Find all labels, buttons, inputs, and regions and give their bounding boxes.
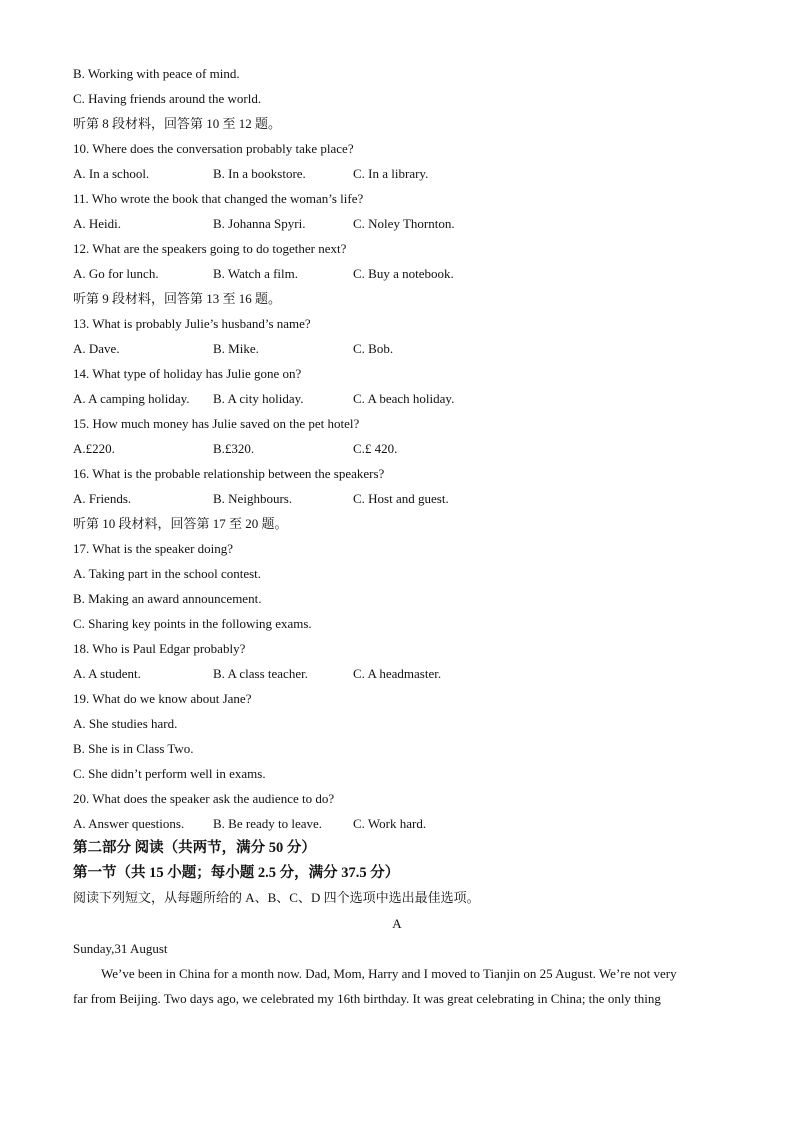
option-line: C. Having friends around the world. <box>73 91 262 106</box>
passage-text: far from Beijing. Two days ago, we celebrated my 16th birthday. It was great celebrating in China; the only thing <box>73 991 661 1006</box>
question-19: 19. What do we know about Jane? <box>73 691 252 706</box>
option-line: B. She is in Class Two. <box>73 741 194 756</box>
option-b: B. Mike. <box>213 341 259 356</box>
option-b: B. Be ready to leave. <box>213 816 323 831</box>
option-line: A. Taking part in the school contest. <box>73 566 262 581</box>
options-row-20 <box>73 816 426 832</box>
option-a: A.£220. <box>73 441 115 456</box>
options-row-14 <box>73 391 454 407</box>
option-c: C. Host and guest. <box>353 491 449 506</box>
reading-instruction: 阅读下列短文，从每题所给的 A、B、C、D 四个选项中选出最佳选项。 <box>73 890 480 905</box>
options-row-12 <box>73 266 454 282</box>
options-row-18 <box>73 666 441 682</box>
options-row-16 <box>73 491 449 507</box>
option-b: B. A city holiday. <box>213 391 304 406</box>
question-20: 20. What does the speaker ask the audience to do? <box>73 791 335 806</box>
question-14: 14. What type of holiday has Julie gone on? <box>73 366 302 381</box>
passage-label: A <box>392 916 402 931</box>
option-a: A. Friends. <box>73 491 132 506</box>
option-a: A. Dave. <box>73 341 120 356</box>
option-a: A. Go for lunch. <box>73 266 159 281</box>
option-a: A. A student. <box>73 666 141 681</box>
options-row-15 <box>73 441 397 457</box>
option-line: C. Sharing key points in the following exams. <box>73 616 312 631</box>
option-a: A. A camping holiday. <box>73 391 190 406</box>
option-c: C. Bob. <box>353 341 394 356</box>
passage-text: We’ve been in China for a month now. Dad, Mom, Harry and I moved to Tianjin on 25 August. We’re not very <box>101 966 677 981</box>
option-line: A. She studies hard. <box>73 716 178 731</box>
options-row-11 <box>73 216 455 232</box>
option-b: B. A class teacher. <box>213 666 308 681</box>
options-row-10 <box>73 166 428 182</box>
option-c: C. Work hard. <box>353 816 427 831</box>
option-b: B. Neighbours. <box>213 491 293 506</box>
option-b: B. Watch a film. <box>213 266 299 281</box>
option-line: B. Working with peace of mind. <box>73 66 240 81</box>
options-row-13 <box>73 341 393 357</box>
section-instruction: 听第 8 段材料，回答第 10 至 12 题。 <box>73 116 282 131</box>
option-b: B. Johanna Spyri. <box>213 216 306 231</box>
option-line: C. She didn’t perform well in exams. <box>73 766 266 781</box>
option-a: A. Answer questions. <box>73 816 185 831</box>
section-instruction: 听第 10 段材料，回答第 17 至 20 题。 <box>73 516 288 531</box>
option-c: C. A beach holiday. <box>353 391 455 406</box>
option-b: B.£320. <box>213 441 255 456</box>
option-c: C. Noley Thornton. <box>353 216 455 231</box>
question-16: 16. What is the probable relationship between the speakers? <box>73 466 385 481</box>
question-13: 13. What is probably Julie’s husband’s name? <box>73 316 311 331</box>
option-c: C. A headmaster. <box>353 666 442 681</box>
question-18: 18. Who is Paul Edgar probably? <box>73 641 246 656</box>
option-a: A. In a school. <box>73 166 150 181</box>
section-instruction: 听第 9 段材料，回答第 13 至 16 题。 <box>73 291 282 306</box>
question-17: 17. What is the speaker doing? <box>73 541 234 556</box>
question-10: 10. Where does the conversation probably take place? <box>73 141 354 156</box>
option-c: C.£ 420. <box>353 441 398 456</box>
option-line: B. Making an award announcement. <box>73 591 262 606</box>
question-12: 12. What are the speakers going to do together next? <box>73 241 347 256</box>
option-c: C. In a library. <box>353 166 429 181</box>
question-11: 11. Who wrote the book that changed the woman’s life? <box>73 191 364 206</box>
part-heading: 第二部分 阅读（共两节，满分 50 分） <box>73 840 316 856</box>
option-a: A. Heidi. <box>73 216 122 231</box>
question-15: 15. How much money has Julie saved on the pet hotel? <box>73 416 360 431</box>
option-b: B. In a bookstore. <box>213 166 306 181</box>
diary-date: Sunday,31 August <box>73 941 168 956</box>
section-heading: 第一节（共 15 小题；每小题 2.5 分，满分 37.5 分） <box>73 865 400 881</box>
option-c: C. Buy a notebook. <box>353 266 454 281</box>
